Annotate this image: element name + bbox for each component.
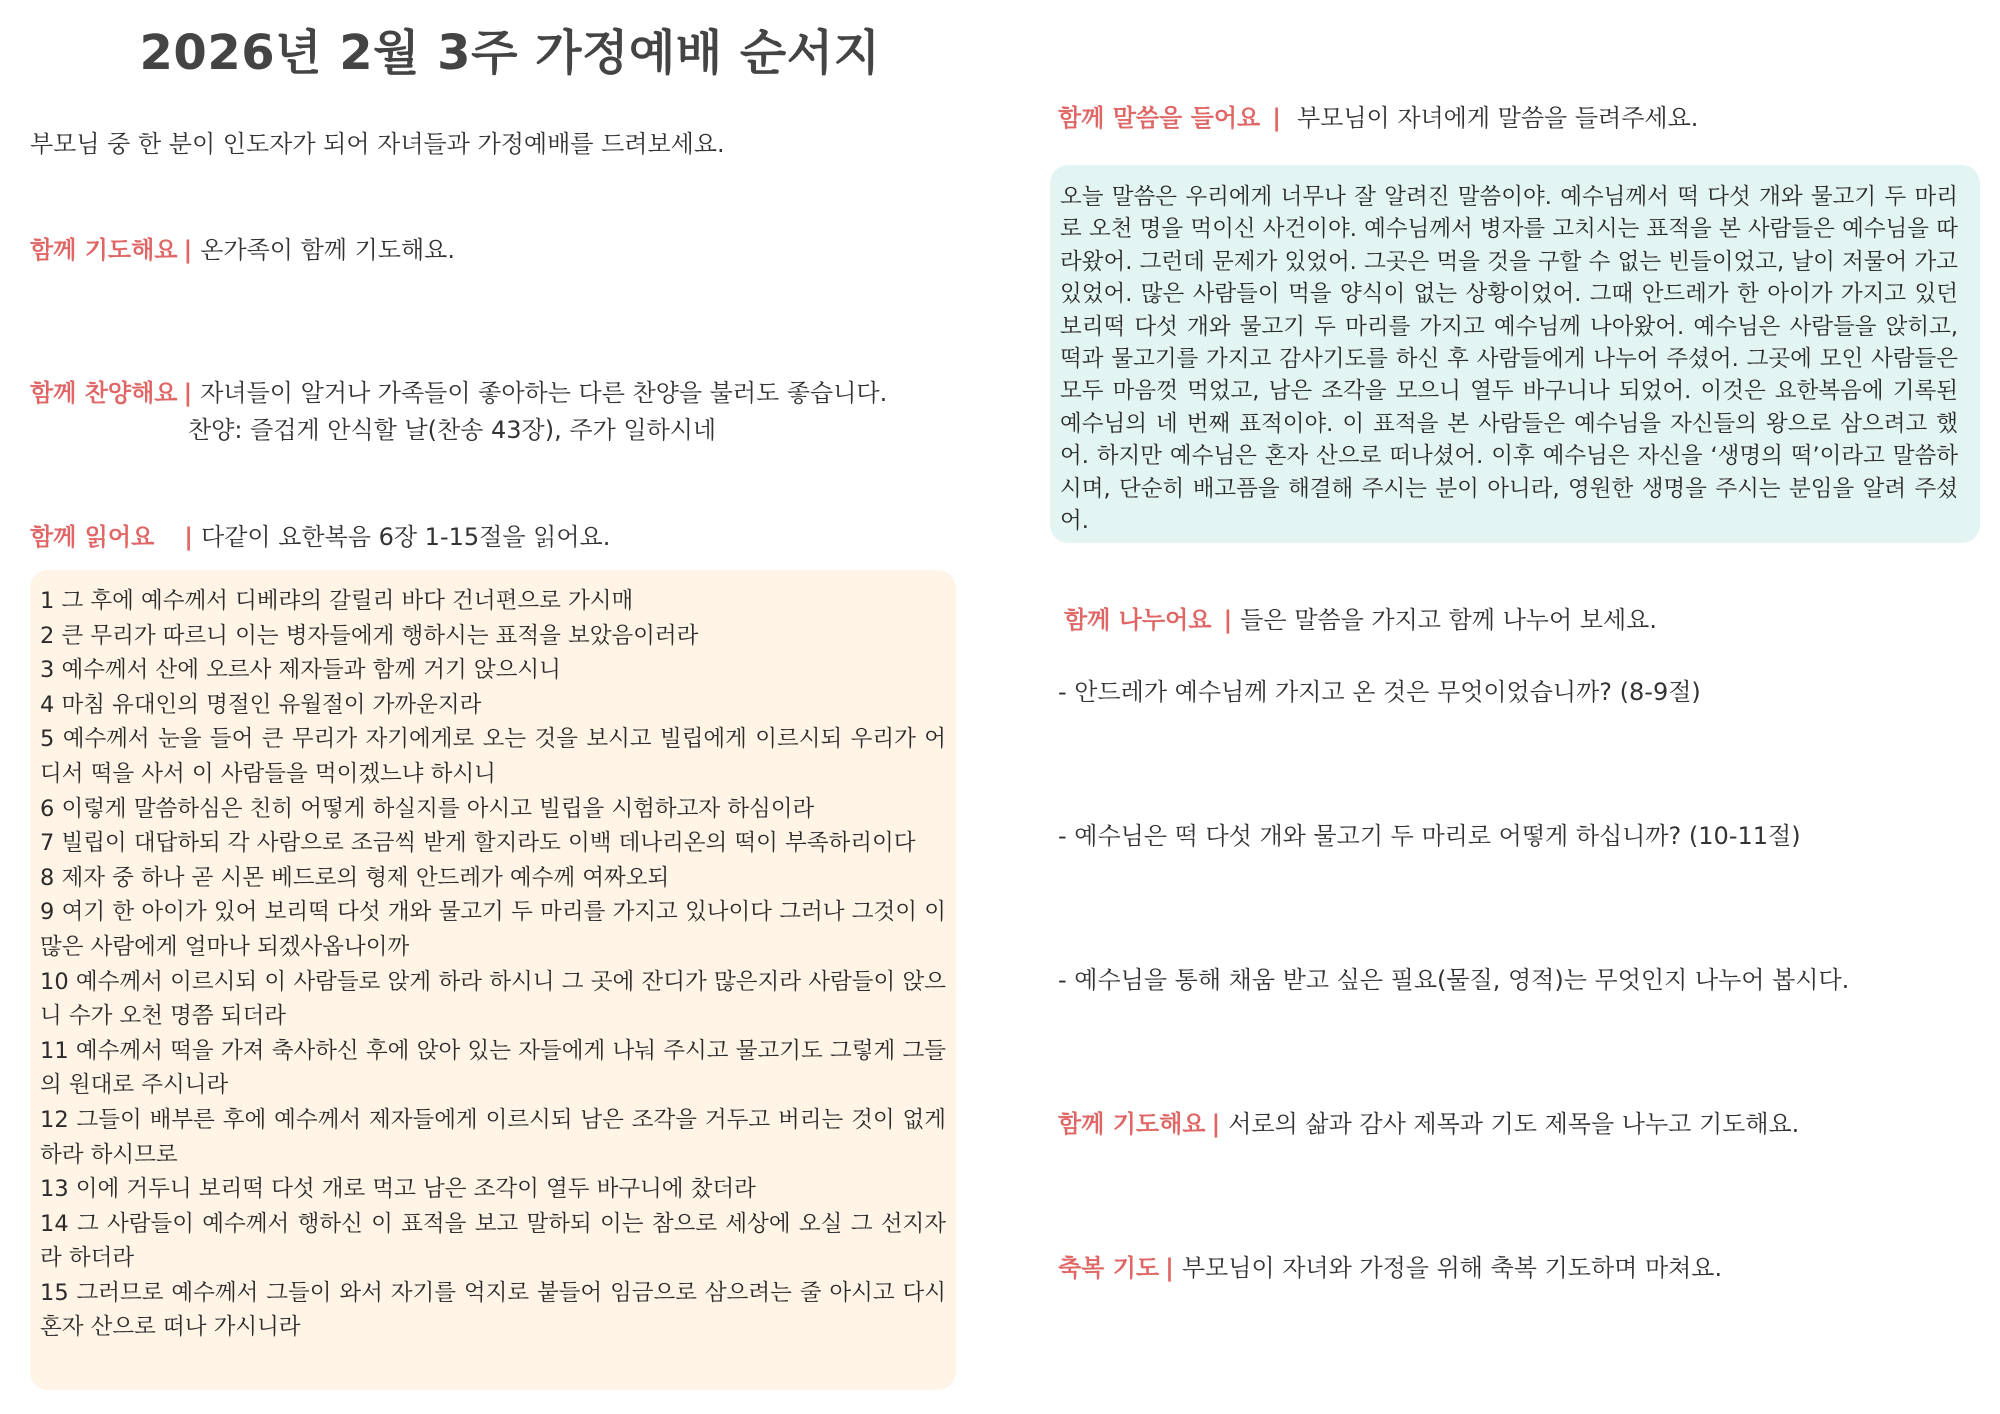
scripture-verse: 6 이렇게 말씀하심은 친히 어떻게 하실지를 아시고 빌립을 시험하고자 하심이라 — [40, 795, 815, 822]
section-blessing-label: 축복 기도 — [1058, 1254, 1160, 1282]
section-praise — [30, 373, 887, 408]
discussion-question: - 예수님은 떡 다섯 개와 물고기 두 마리로 어떻게 하십니까? (10-11절) — [1058, 822, 1801, 850]
scripture-verse: 10 예수께서 이르시되 이 사람들로 앉게 하라 하시니 그 곳에 잔디가 많은지라 사람들이 앉으니 수가 오천 명쯤 되더라 — [40, 968, 946, 1030]
scripture-verse: 8 제자 중 하나 곧 시몬 베드로의 형제 안드레가 예수께 여짜오되 — [40, 864, 670, 891]
section-divider: | — [1272, 104, 1281, 132]
section-pray-label: 함께 기도해요 — [30, 236, 178, 264]
section-read — [30, 517, 610, 552]
intro-text: 부모님 중 한 분이 인도자가 되어 자녀들과 가정예배를 드려보세요. — [30, 130, 725, 158]
section-listen-label: 함께 말씀을 들어요 — [1058, 104, 1261, 132]
scripture-verse: 13 이에 거두니 보리떡 다섯 개로 먹고 남은 조각이 열두 바구니에 찼더라 — [40, 1176, 756, 1203]
section-divider: | — [183, 379, 193, 407]
section-divider: | — [183, 236, 193, 264]
scripture-verse: 15 그러므로 예수께서 그들이 와서 자기를 억지로 붙들어 임금으로 삼으려는 줄 아시고 다시 혼자 산으로 떠나 가시니라 — [40, 1279, 946, 1341]
page-title: 2026년 2월 3주 가정예배 순서지 — [139, 25, 881, 81]
sermon-story-text: 오늘 말씀은 우리에게 너무나 잘 알려진 말씀이야. 예수님께서 떡 다섯 개와 물고기 두 마리로 오천 명을 먹이신 사건이야. 예수님께서 병자를 고치시는 표적을 본 사람들은 예수님을 따라왔어. 그런데 문제가 있었어. 그곳은 먹을 것을 구할 수 없는 빈들이었고, 날이 저물어 가고 있었어. 많은 사람들이 먹을 양식이 없는 상황이었어. 그때 안드레가 한 아이가 가지고 있던 보리떡 다섯 개와 물고기 두 마리를 가지고 예수님께 나아왔어. 예수님은 사람들을 앉히고, 떡과 물고기를 가지고 감사기도를 하신 후 사람들에게 나누어 주셨어. 그곳에 모인 사람들은 모두 마음껏 먹었고, 남은 조각을 모으니 열두 바구니나 되었어. 이것은 요한복음에 기록된 예수님의 네 번째 표적이야. 이 표적을 본 사람들은 예수님을 자신들의 왕으로 삼으려고 했어. 하지만 예수님은 혼자 산으로 떠나셨어. 이후 예수님은 자신을 ‘생명의 떡’이라고 말씀하시며, 단순히 배고픔을 해결해 주시는 분이 아니라, 영원한 생명을 주시는 분임을 알려 주셨어. — [1060, 184, 1958, 535]
section-pray-desc: 온가족이 함께 기도해요. — [200, 236, 455, 264]
section-pray-closing — [1058, 1104, 1799, 1139]
section-listen — [1058, 98, 1698, 133]
scripture-verse: 1 그 후에 예수께서 디베랴의 갈릴리 바다 건너편으로 가시매 — [40, 588, 634, 614]
scripture-verse: 12 그들이 배부른 후에 예수께서 제자들에게 이르시되 남은 조각을 거두고 버리는 것이 없게 하라 하시므로 — [40, 1106, 946, 1168]
section-share-label: 함께 나누어요 — [1064, 606, 1212, 634]
praise-song: 찬양: 즐겁게 안식할 날(찬송 43장), 주가 일하시네 — [188, 416, 717, 444]
scripture-verse: 14 그 사람들이 예수께서 행하신 이 표적을 보고 말하되 이는 참으로 세상에 오실 그 선지자라 하더라 — [40, 1210, 946, 1272]
scripture-verse: 3 예수께서 산에 오르사 제자들과 함께 거기 앉으시니 — [40, 657, 561, 684]
section-divider: | — [1211, 1110, 1221, 1138]
scripture-verse: 9 여기 한 아이가 있어 보리떡 다섯 개와 물고기 두 마리를 가지고 있나이다 그러나 그것이 이 많은 사람에게 얼마나 되겠사옵나이까 — [40, 899, 946, 960]
section-divider: | — [184, 523, 194, 551]
section-praise-label: 함께 찬양해요 — [30, 379, 178, 407]
section-pray-closing-desc: 서로의 삶과 감사 제목과 기도 제목을 나누고 기도해요. — [1228, 1110, 1800, 1138]
scripture-verse: 2 큰 무리가 따르니 이는 병자들에게 행하시는 표적을 보았음이러라 — [40, 622, 699, 649]
section-share — [1064, 600, 1657, 635]
section-praise-desc: 자녀들이 알거나 가족들이 좋아하는 다른 찬양을 불러도 좋습니다. — [200, 379, 888, 407]
section-share-desc: 들은 말씀을 가지고 함께 나누어 보세요. — [1240, 606, 1657, 634]
scripture-verse: 11 예수께서 떡을 가져 축사하신 후에 앉아 있는 자들에게 나눠 주시고 물고기도 그렇게 그들의 원대로 주시니라 — [40, 1037, 946, 1099]
section-blessing-desc: 부모님이 자녀와 가정을 위해 축복 기도하며 마쳐요. — [1181, 1254, 1723, 1282]
discussion-question: - 예수님을 통해 채움 받고 싶은 필요(물질, 영적)는 무엇인지 나누어 봅시다. — [1058, 966, 1850, 994]
section-pray — [30, 230, 455, 265]
discussion-question: - 안드레가 예수님께 가지고 온 것은 무엇이었습니까? (8-9절) — [1058, 678, 1701, 706]
section-blessing — [1058, 1248, 1722, 1283]
scripture-verse: 7 빌립이 대답하되 각 사람으로 조금씩 받게 할지라도 이백 데나리온의 떡이 부족하리이다 — [40, 830, 916, 857]
section-divider: | — [1223, 606, 1233, 634]
section-divider: | — [1165, 1254, 1174, 1282]
section-listen-desc: 부모님이 자녀에게 말씀을 들려주세요. — [1296, 104, 1699, 132]
sermon-story-box — [1050, 165, 1980, 543]
section-pray-closing-label: 함께 기도해요 — [1058, 1110, 1206, 1138]
scripture-verse: 4 마침 유대인의 명절인 유월절이 가까운지라 — [40, 691, 482, 718]
section-read-desc: 다같이 요한복음 6장 1-15절을 읽어요. — [201, 523, 611, 551]
section-read-label: 함께 읽어요 — [30, 523, 155, 551]
scripture-box — [30, 570, 956, 1390]
scripture-verse: 5 예수께서 눈을 들어 큰 무리가 자기에게로 오는 것을 보시고 빌립에게 이르시되 우리가 어디서 떡을 사서 이 사람들을 먹이겠느냐 하시니 — [40, 726, 946, 787]
